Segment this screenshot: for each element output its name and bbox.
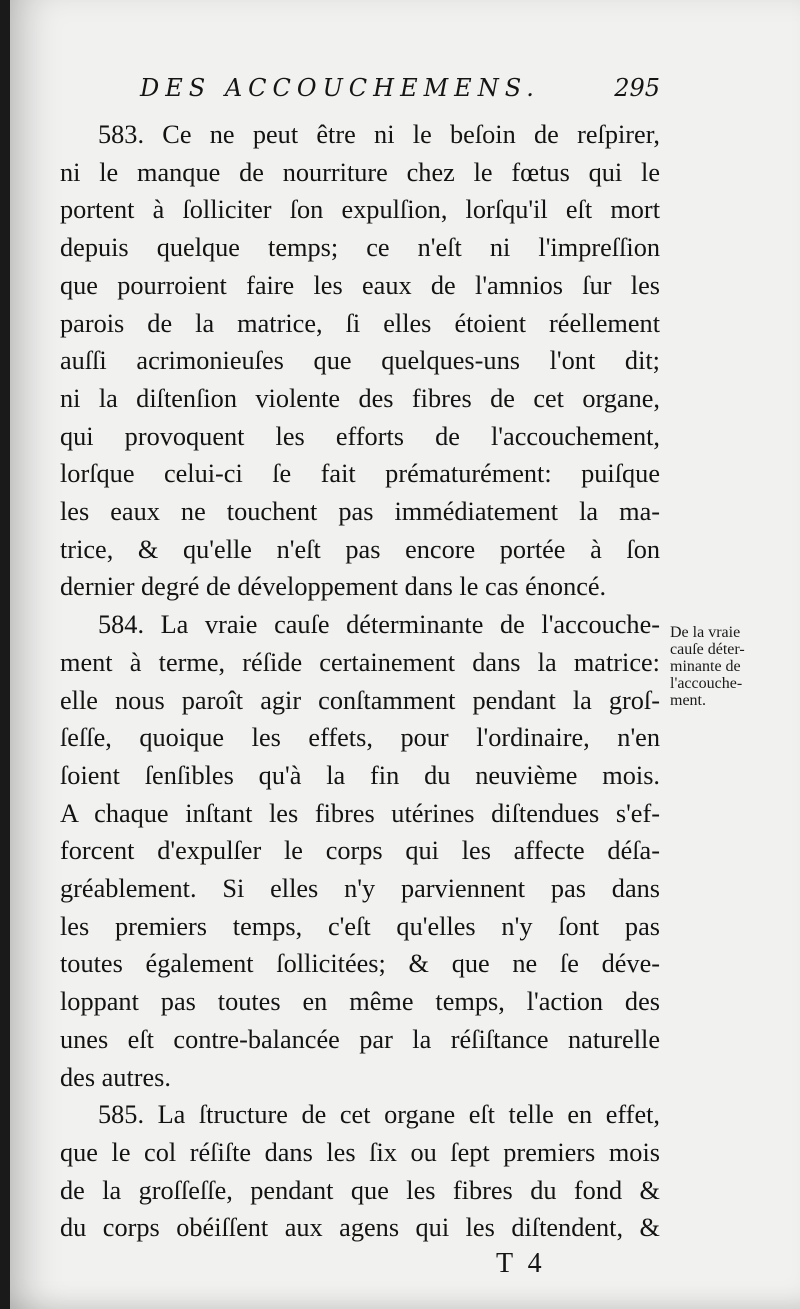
text-line: de la groſſeſſe, pendant que les fibres du fond & [60, 1175, 660, 1205]
text-line: ſeſſe, quoique les effets, pour l'ordinaire, n'en [60, 723, 660, 753]
margin-note-line: minante de [670, 658, 741, 675]
running-title: DES ACCOUCHEMENS. [140, 74, 540, 102]
margin-note-line: ment. [670, 692, 706, 709]
text-line: depuis quelque temps; ce n'eſt ni l'impreſſion [60, 233, 660, 263]
text-line: forcent d'expulſer le corps qui les affecte déſa- [60, 836, 660, 866]
text-line: les eaux ne touchent pas immédiatement la ma- [60, 497, 660, 527]
signature-mark: T 4 [496, 1248, 546, 1279]
margin-note [670, 624, 800, 709]
text-line: ni la diſtenſion violente des fibres de cet organe, [60, 383, 660, 413]
text-line: auſſi acrimonieuſes que quelques-uns l'ont dit; [60, 346, 660, 376]
text-line: que pourroient faire les eaux de l'amnios ſur les [60, 270, 660, 300]
text-line: du corps obéiſſent aux agens qui les diſtendent, & [60, 1213, 660, 1243]
text-line: trice, & qu'elle n'eſt pas encore portée à ſon [60, 534, 660, 564]
book-page [10, 0, 800, 1309]
text-line: ſoient ſenſibles qu'à la fin du neuvième mois. [60, 760, 660, 790]
text-line: dernier degré de développement dans le cas énoncé. [60, 572, 607, 602]
text-line: 583. Ce ne peut être ni le beſoin de reſpirer, [98, 120, 660, 149]
text-line: 584. La vraie cauſe déterminante de l'accouche- [98, 610, 660, 640]
text-line: gréablement. Si elles n'y parviennent pas dans [60, 874, 660, 904]
text-line: portent à ſolliciter ſon expulſion, lorſqu'il eſt mort [60, 195, 660, 225]
paragraph-584 [60, 606, 660, 1096]
text-line: toutes également ſollicitées; & que ne ſe déve- [60, 949, 660, 979]
text-line: 585. La ſtructure de cet organe eſt telle en effet, [98, 1100, 660, 1130]
paragraph-583 [60, 116, 660, 606]
text-line: qui provoquent les efforts de l'accouchement, [60, 421, 660, 451]
body-text [60, 116, 660, 1247]
text-line: les premiers temps, c'eſt qu'elles n'y ſont pas [60, 911, 660, 941]
margin-note-line: cauſe déter- [670, 641, 745, 658]
text-line: des autres. [60, 1062, 171, 1092]
text-line: parois de la matrice, ſi elles étoient réellement [60, 308, 660, 338]
page-number: 295 [614, 74, 660, 102]
text-line: A chaque inſtant les fibres utérines diſtendues s'ef- [60, 798, 660, 828]
text-line: loppant pas toutes en même temps, l'action des [60, 987, 660, 1017]
margin-note-line: l'accouche- [670, 675, 743, 692]
paragraph-585 [60, 1096, 660, 1247]
running-head [140, 74, 660, 114]
text-line: elle nous paroît agir conſtamment pendant la groſ- [60, 685, 660, 715]
text-line: ment à terme, réſide certainement dans la matrice: [60, 647, 660, 677]
text-line: ni le manque de nourriture chez le fœtus qui le [60, 157, 660, 187]
text-line: que le col réſiſte dans les ſix ou ſept premiers mois [60, 1137, 660, 1167]
text-line: lorſque celui-ci ſe fait prématurément: puiſque [60, 459, 660, 489]
margin-note-line: De la vraie [670, 624, 741, 641]
text-line: unes eſt contre-balancée par la réſiſtance naturelle [60, 1024, 660, 1054]
